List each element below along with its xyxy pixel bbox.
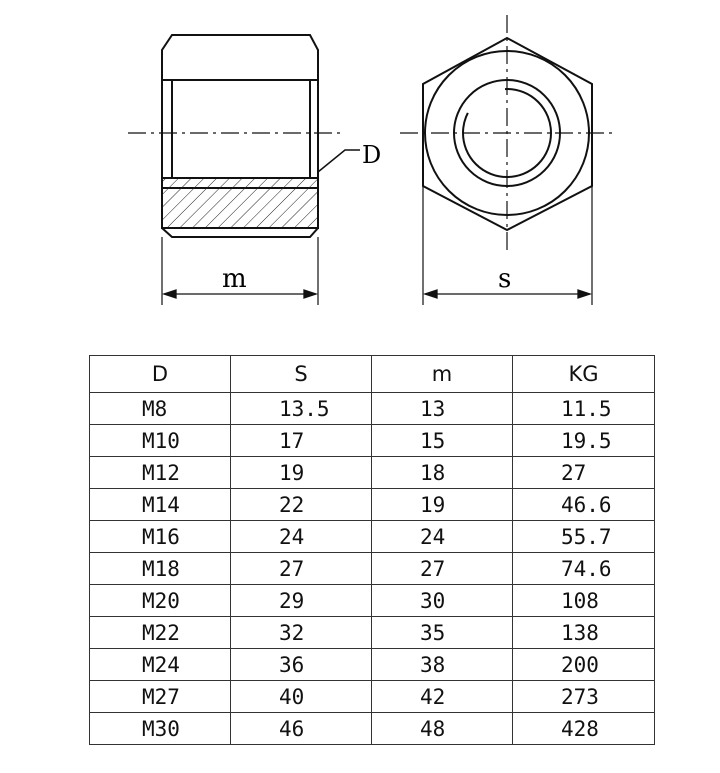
table-cell: 138: [513, 617, 655, 649]
table-cell: 48: [372, 713, 513, 745]
table-cell: 27: [513, 457, 655, 489]
table-cell: 13.5: [231, 393, 372, 425]
table-cell: 22: [231, 489, 372, 521]
label-m: m: [222, 264, 247, 294]
table-cell: 11.5: [513, 393, 655, 425]
table-cell: 19.5: [513, 425, 655, 457]
table-row: [90, 617, 655, 649]
table-cell: 30: [372, 585, 513, 617]
table-cell: 200: [513, 649, 655, 681]
table-cell: M30: [90, 713, 231, 745]
table-cell: 46: [231, 713, 372, 745]
header-m: m: [372, 356, 513, 393]
table-cell: 15: [372, 425, 513, 457]
table-cell: 27: [231, 553, 372, 585]
table-cell: 273: [513, 681, 655, 713]
table-cell: 29: [231, 585, 372, 617]
table-cell: 32: [231, 617, 372, 649]
table-cell: 17: [231, 425, 372, 457]
table-row: [90, 521, 655, 553]
table-cell: 18: [372, 457, 513, 489]
table-cell: M22: [90, 617, 231, 649]
table-cell: M10: [90, 425, 231, 457]
header-kg: KG: [513, 356, 655, 393]
table-cell: 42: [372, 681, 513, 713]
table-cell: 19: [372, 489, 513, 521]
table-cell: 40: [231, 681, 372, 713]
table-cell: M24: [90, 649, 231, 681]
table-body: [90, 393, 655, 745]
table-cell: 24: [372, 521, 513, 553]
table-cell: 24: [231, 521, 372, 553]
table-cell: 74.6: [513, 553, 655, 585]
table-row: [90, 393, 655, 425]
table-cell: 55.7: [513, 521, 655, 553]
table-row: [90, 457, 655, 489]
header-s: S: [231, 356, 372, 393]
table-cell: M18: [90, 553, 231, 585]
nut-specification-table: [89, 355, 655, 745]
table-cell: 108: [513, 585, 655, 617]
table-cell: M20: [90, 585, 231, 617]
table-cell: M27: [90, 681, 231, 713]
table-cell: 36: [231, 649, 372, 681]
table-row: [90, 553, 655, 585]
table-row: [90, 585, 655, 617]
table-row: [90, 681, 655, 713]
table-row: [90, 489, 655, 521]
header-d: D: [90, 356, 231, 393]
table-cell: M16: [90, 521, 231, 553]
table-cell: M12: [90, 457, 231, 489]
table-cell: 35: [372, 617, 513, 649]
table-cell: 428: [513, 713, 655, 745]
table-cell: M8: [90, 393, 231, 425]
table-header-row: [90, 356, 655, 393]
hex-nut-technical-drawing: [0, 0, 720, 340]
leader-d: [318, 150, 360, 172]
table-cell: 27: [372, 553, 513, 585]
table-cell: M14: [90, 489, 231, 521]
label-d: D: [362, 141, 382, 169]
table-row: [90, 425, 655, 457]
table-cell: 13: [372, 393, 513, 425]
table-cell: 38: [372, 649, 513, 681]
table-cell: 46.6: [513, 489, 655, 521]
table-cell: 19: [231, 457, 372, 489]
table-row: [90, 649, 655, 681]
label-s: s: [498, 264, 512, 294]
table-row: [90, 713, 655, 745]
